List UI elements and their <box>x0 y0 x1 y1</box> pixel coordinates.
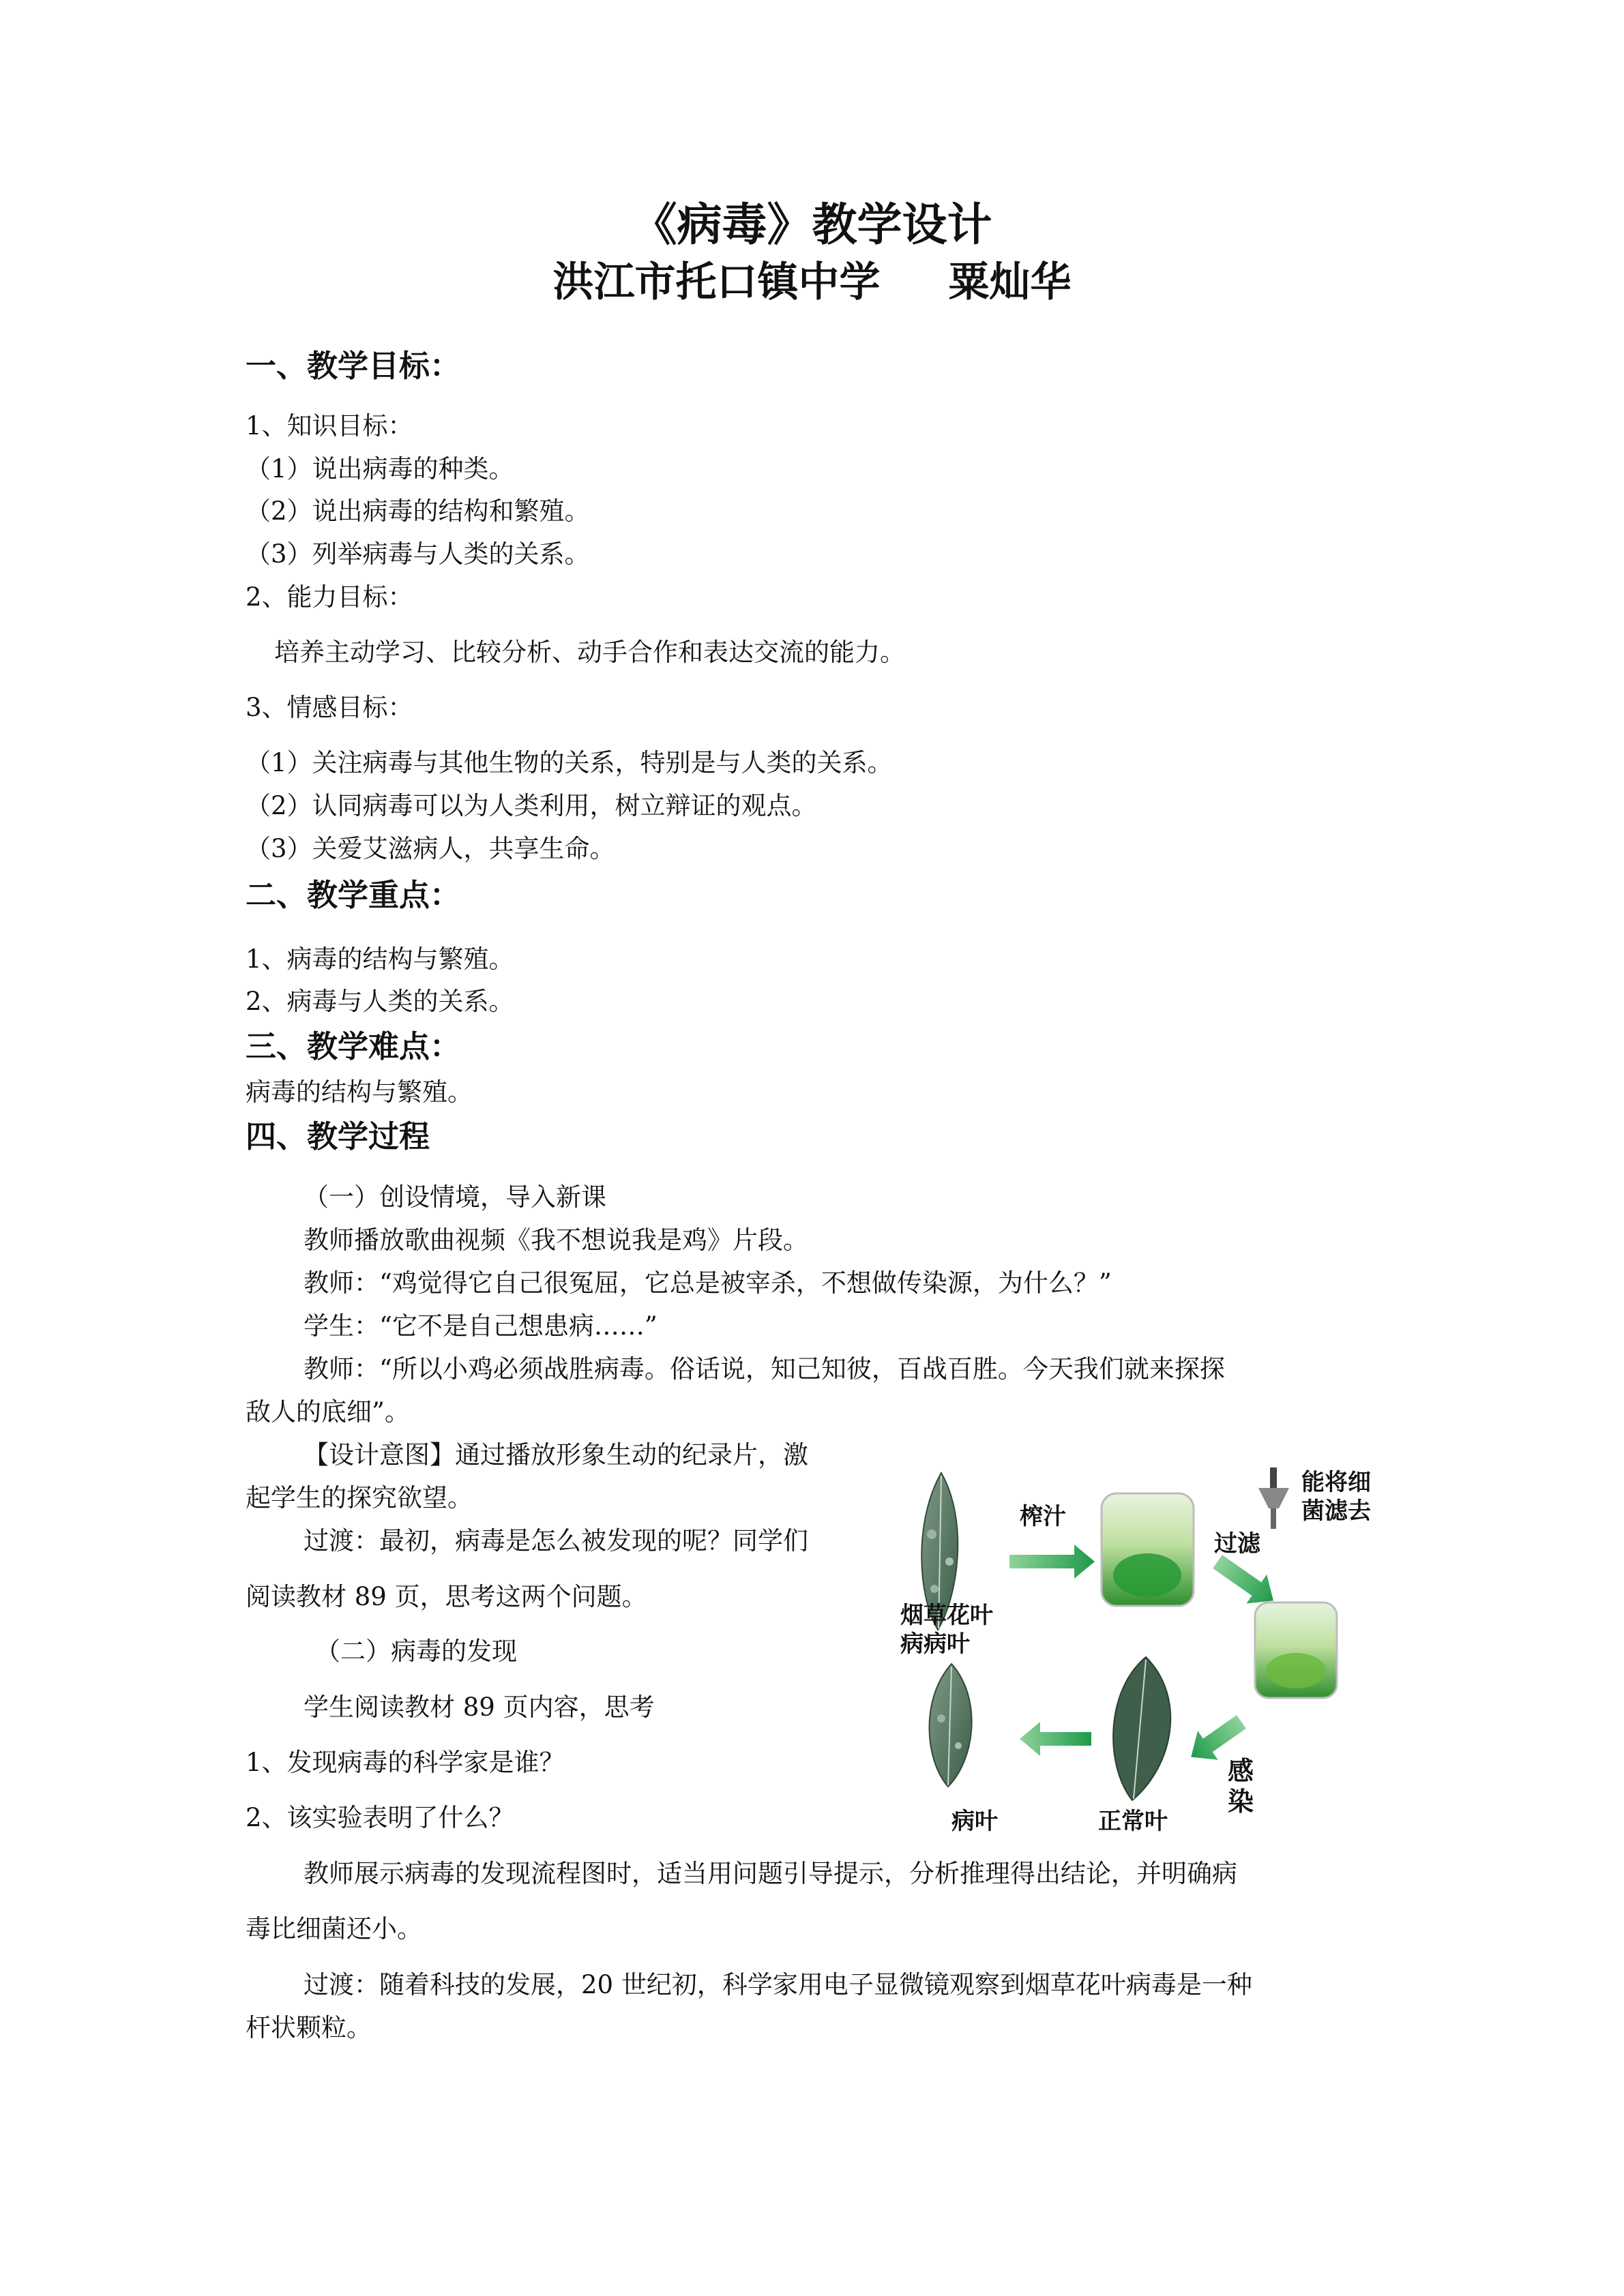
paragraph: 学生阅读教材 89 页内容，思考 <box>304 1693 655 1722</box>
filter-note-2: 菌滤去 <box>1301 1497 1371 1525</box>
section-heading-difficulty: 三、教学难点： <box>246 1028 461 1064</box>
design-intent-continued: 起学生的探究欲望。 <box>246 1483 473 1512</box>
paragraph: 过渡：随着科技的发展，20 世纪初，科学家用电子显微镜观察到烟草花叶病毒是一种 <box>304 1970 1252 1999</box>
filter-label: 过滤 <box>1214 1530 1260 1557</box>
section-heading-process: 四、教学过程 <box>246 1118 430 1154</box>
beaker-filtrate-icon <box>1255 1602 1337 1698</box>
section-heading-keypoints: 二、教学重点： <box>246 877 461 913</box>
knowledge-label: 1、知识目标： <box>246 411 413 441</box>
subsection-title: （一）创设情境，导入新课 <box>304 1182 606 1212</box>
ability-label: 2、能力目标： <box>246 582 413 612</box>
emotion-item: （3）关爱艾滋病人，共享生命。 <box>246 834 615 863</box>
paragraph: 学生：“它不是自己想患病……” <box>304 1311 658 1341</box>
school-name: 洪江市托口镇中学 <box>552 258 881 306</box>
knowledge-item: （1）说出病毒的种类。 <box>246 454 514 483</box>
emotion-item: （2）认同病毒可以为人类利用，树立辩证的观点。 <box>246 791 817 820</box>
design-intent: 【设计意图】通过播放形象生动的纪录片，激 <box>304 1440 808 1470</box>
paragraph-continued: 毒比细菌还小。 <box>246 1914 422 1943</box>
infect-label-1: 感 <box>1228 1756 1254 1786</box>
juice-label: 榨汁 <box>1020 1503 1066 1530</box>
keypoint-item: 2、病毒与人类的关系。 <box>246 987 514 1016</box>
document-subtitle <box>0 258 1624 307</box>
question-item: 1、发现病毒的科学家是谁？ <box>246 1748 565 1777</box>
ability-item: 培养主动学习、比较分析、动手合作和表达交流的能力。 <box>274 638 905 667</box>
knowledge-item: （3）列举病毒与人类的关系。 <box>246 539 590 569</box>
emotion-item: （1）关注病毒与其他生物的关系，特别是与人类的关系。 <box>246 748 893 777</box>
diseased-leaf-label: 病叶 <box>951 1808 998 1835</box>
normal-leaf-label: 正常叶 <box>1098 1808 1168 1835</box>
filter-note-1: 能将细 <box>1301 1469 1371 1496</box>
paragraph: 教师：“所以小鸡必须战胜病毒。俗话说，知己知彼，百战百胜。今天我们就来探探 <box>304 1354 1225 1384</box>
sick-leaf-label-2: 病病叶 <box>900 1630 970 1658</box>
question-item: 2、该实验表明了什么？ <box>246 1803 514 1832</box>
section-heading-objectives: 一、教学目标： <box>246 348 461 384</box>
infect-label-2: 染 <box>1228 1787 1254 1817</box>
paragraph-continued: 敌人的底细”。 <box>246 1397 410 1427</box>
sick-leaf-label-1: 烟草花叶 <box>900 1602 993 1629</box>
transition-text-continued: 阅读教材 89 页，思考这两个问题。 <box>246 1582 647 1611</box>
knowledge-item: （2）说出病毒的结构和繁殖。 <box>246 496 590 526</box>
document-title: 《病毒》教学设计 <box>632 198 992 251</box>
subsection-title: （二）病毒的发现 <box>315 1637 517 1666</box>
diseased-leaf-icon <box>930 1664 972 1787</box>
paragraph: 教师展示病毒的发现流程图时，适当用问题引导提示，分析推理得出结论，并明确病 <box>304 1859 1237 1888</box>
paragraph: 教师：“鸡觉得它自己很冤屈，它总是被宰杀，不想做传染源，为什么？” <box>304 1268 1112 1298</box>
paragraph-continued: 杆状颗粒。 <box>246 2013 372 2042</box>
filter-funnel-icon <box>1258 1467 1289 1529</box>
author-name: 粟灿华 <box>948 258 1072 306</box>
beaker-juice-icon <box>1102 1493 1194 1606</box>
right-arrow-icon <box>1009 1545 1095 1579</box>
normal-leaf-icon <box>1113 1657 1170 1800</box>
virus-discovery-diagram <box>887 1459 1419 1841</box>
keypoint-item: 1、病毒的结构与繁殖。 <box>246 944 514 974</box>
transition-text: 过渡：最初，病毒是怎么被发现的呢？同学们 <box>304 1526 808 1555</box>
difficulty-item: 病毒的结构与繁殖。 <box>246 1077 473 1107</box>
left-arrow-icon <box>1020 1722 1091 1756</box>
paragraph: 教师播放歌曲视频《我不想说我是鸡》片段。 <box>304 1225 808 1255</box>
emotion-label: 3、情感目标： <box>246 693 413 722</box>
